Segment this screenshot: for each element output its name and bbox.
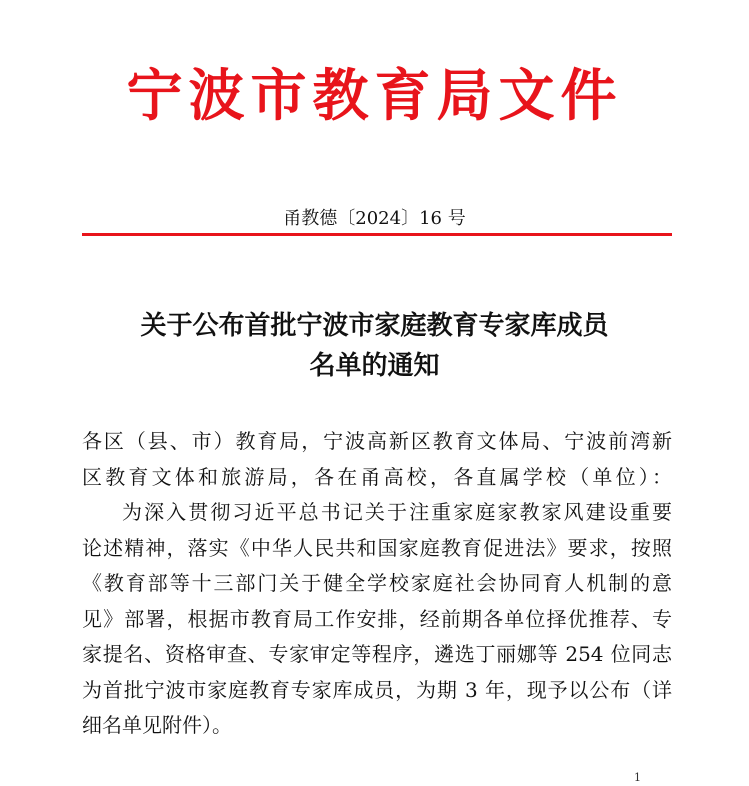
paragraph-line-6: 为首批宁波市家庭教育专家库成员，为期 3 年，现予以公布（详 [82,677,672,702]
paragraph-line-4: 见》部署，根据市教育局工作安排，经前期各单位择优推荐、专 [82,606,672,631]
document-number: 甬教德〔2024〕16 号 [283,208,466,229]
page-number: 1 [634,771,641,784]
paragraph-line-5: 家提名、资格审查、专家审定等程序，遴选丁丽娜等 254 位同志 [82,642,672,666]
notice-title-line-1: 关于公布首批宁波市家庭教育专家库成员 [140,311,609,341]
addressee-line-1: 各区（县、市）教育局，宁波高新区教育文体局、宁波前湾新 [82,429,672,453]
notice-body [82,424,672,744]
paragraph-line-2: 论述精神，落实《中华人民共和国家庭教育促进法》要求，按照 [82,535,672,560]
paragraph-line-3: 《教育部等十三部门关于健全学校家庭社会协同育人机制的意 [82,571,672,595]
addressee-line-2: 区教育文体和旅游局，各在甬高校，各直属学校（单位）： [82,464,672,489]
red-divider-line [82,233,672,236]
notice-title-line-2: 名单的通知 [309,351,440,381]
paragraph-line-1: 为深入贯彻习近平总书记关于注重家庭家教家风建设重要 [122,500,672,524]
masthead-title: 宁波市教育局文件 [126,64,623,129]
paragraph-line-7: 细名单见附件）。 [82,713,232,737]
notice-title [0,306,749,386]
